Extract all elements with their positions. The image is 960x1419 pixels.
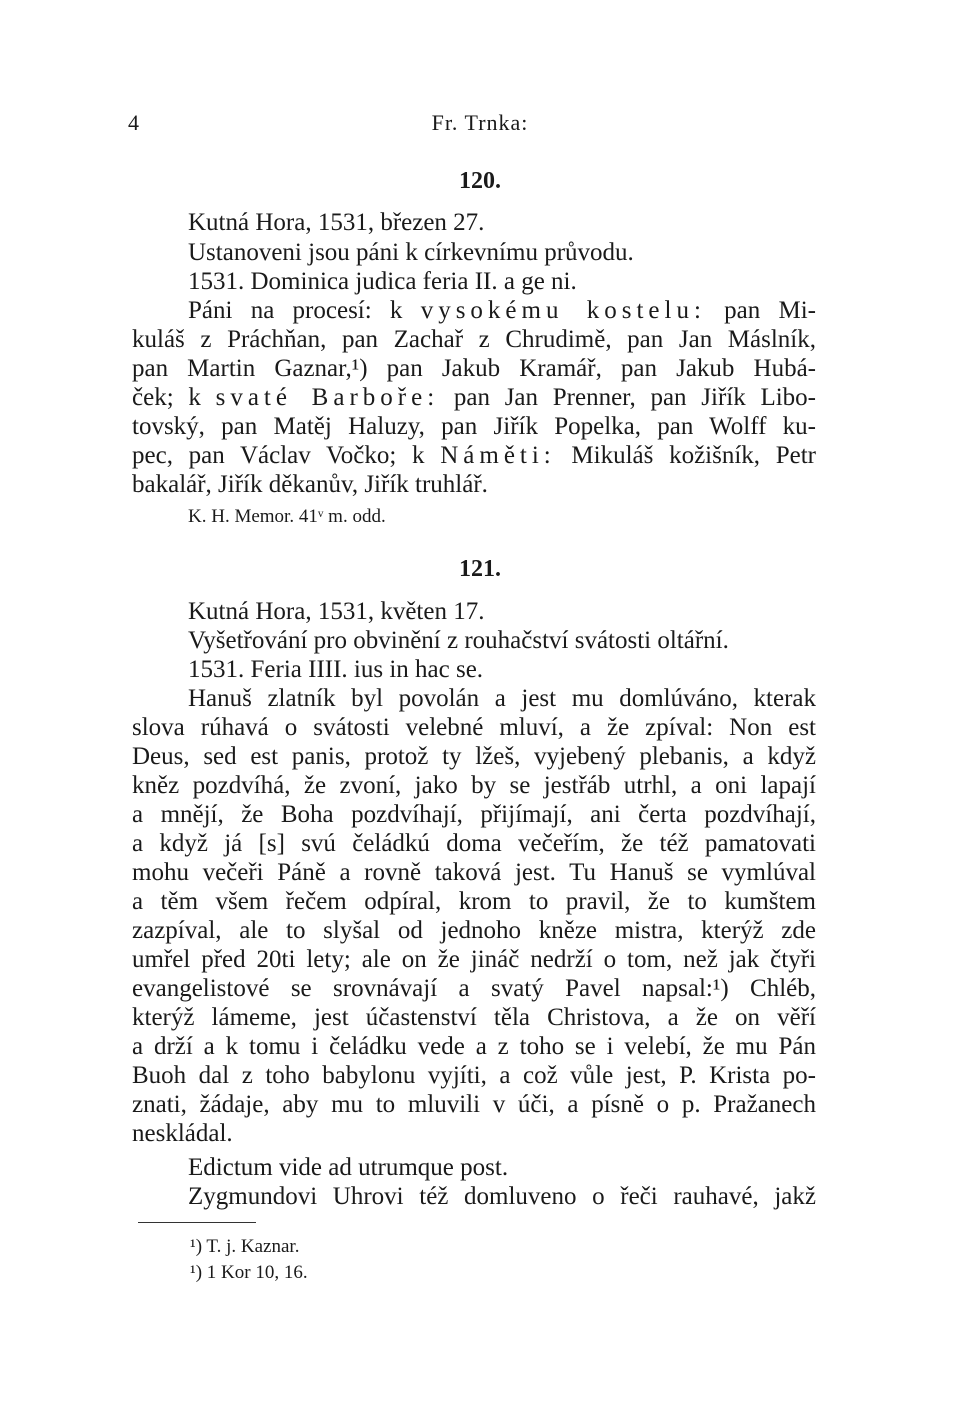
paragraph-line: a když já [s] svú čeládkú doma večeřím, že též pamatovati bbox=[132, 830, 816, 857]
paragraph-line: a drží a k tomu i čeládku vede a z toho se i velebí, že mu Pán bbox=[132, 1033, 816, 1060]
footnote-1: ¹) T. j. Kaznar. bbox=[190, 1236, 300, 1257]
paragraph-line: ček; k svaté Barboře: pan Jan Prenner, pan Jiřík Libo- bbox=[132, 384, 816, 411]
source-citation-120: K. H. Memor. 41ᵛ m. odd. bbox=[188, 506, 386, 527]
paragraph-line: Deus, sed est panis, protož ty lžeš, vyjebený plebanis, a když bbox=[132, 743, 816, 770]
paragraph-line: evangelistové se srovnávají a svatý Pavel napsal:¹) Chléb, bbox=[132, 975, 816, 1002]
paragraph-line: kuláš z Práchňan, pan Zachař z Chrudimě, pan Jan Máslník, bbox=[132, 326, 816, 353]
paragraph-line: znati, žádaje, aby mu to mluvili v úči, a písně o p. Pražanech bbox=[132, 1091, 816, 1118]
paragraph-line: mohu večeři Páně a rovně taková jest. Tu Hanuš se vymlúval bbox=[132, 859, 816, 886]
place-date-121: Kutná Hora, 1531, květen 17. bbox=[188, 598, 485, 625]
paragraph-line: Hanuš zlatník byl povolán a jest mu domlúváno, kterak bbox=[188, 685, 816, 712]
running-title: Fr. Trnka: bbox=[431, 110, 529, 135]
paragraph-line: Zygmundovi Uhrovi též domluveno o řeči rauhavé, jakž bbox=[188, 1183, 816, 1210]
date-line-121: 1531. Feria IIII. ius in hac se. bbox=[188, 656, 484, 683]
paragraph-line: bakalář, Jiřík děkanův, Jiřík truhlář. bbox=[132, 471, 488, 498]
paragraph-line: kněz pozdvíhá, že zvoní, jako by se jestřáb utrhl, a oni lapají bbox=[132, 772, 816, 799]
paragraph-line: Páni na procesí: k vysokému kostelu: pan Mi- bbox=[188, 297, 816, 324]
paragraph-line: a těm všem řečem odpíral, krom to pravil, že to kumštem bbox=[132, 888, 816, 915]
paragraph-line: pec, pan Václav Vočko; k Náměti: Mikuláš kožišník, Petr bbox=[132, 442, 816, 469]
edictum-line: Edictum vide ad utrumque post. bbox=[188, 1154, 509, 1181]
paragraph-line: kterýž lámeme, jest účastenství těla Christova, a že on věří bbox=[132, 1004, 816, 1031]
paragraph-line: zazpíval, ale to slyšal od jednoho kněze mistra, kterýž zde bbox=[132, 917, 816, 944]
footnote-rule bbox=[138, 1222, 256, 1223]
section-number-120: 120. bbox=[459, 168, 501, 194]
paragraph-line: pan Martin Gaznar,¹) pan Jakub Kramář, pan Jakub Hubá- bbox=[132, 355, 816, 382]
section-number-121: 121. bbox=[459, 556, 501, 582]
paragraph-line: Buoh dal z toho babylonu vyjíti, a což vůle jest, P. Krista po- bbox=[132, 1062, 816, 1089]
summary-121: Vyšetřování pro obvinění z rouhačství svátosti oltářní. bbox=[188, 627, 729, 654]
paragraph-line: umřel před 20ti lety; ale on že jináč nedrží o tom, než jak čtyři bbox=[132, 946, 816, 973]
paragraph-line: tovský, pan Matěj Haluzy, pan Jiřík Popelka, pan Wolff ku- bbox=[132, 413, 816, 440]
paragraph-line: slova rúhavá o svátosti velebné mluví, a že zpíval: Non est bbox=[132, 714, 816, 741]
page-number: 4 bbox=[128, 110, 139, 135]
place-date-120: Kutná Hora, 1531, březen 27. bbox=[188, 209, 485, 236]
summary-120: Ustanoveni jsou páni k církevnímu průvodu. bbox=[188, 239, 634, 266]
paragraph-line: neskládal. bbox=[132, 1120, 233, 1147]
paragraph-line: a mnějí, že Boha pozdvíhají, přijímají, ani čerta pozdvíhají, bbox=[132, 801, 816, 828]
footnote-2: ¹) 1 Kor 10, 16. bbox=[190, 1262, 308, 1283]
date-line-120: 1531. Dominica judica feria II. a ge ni. bbox=[188, 268, 577, 295]
